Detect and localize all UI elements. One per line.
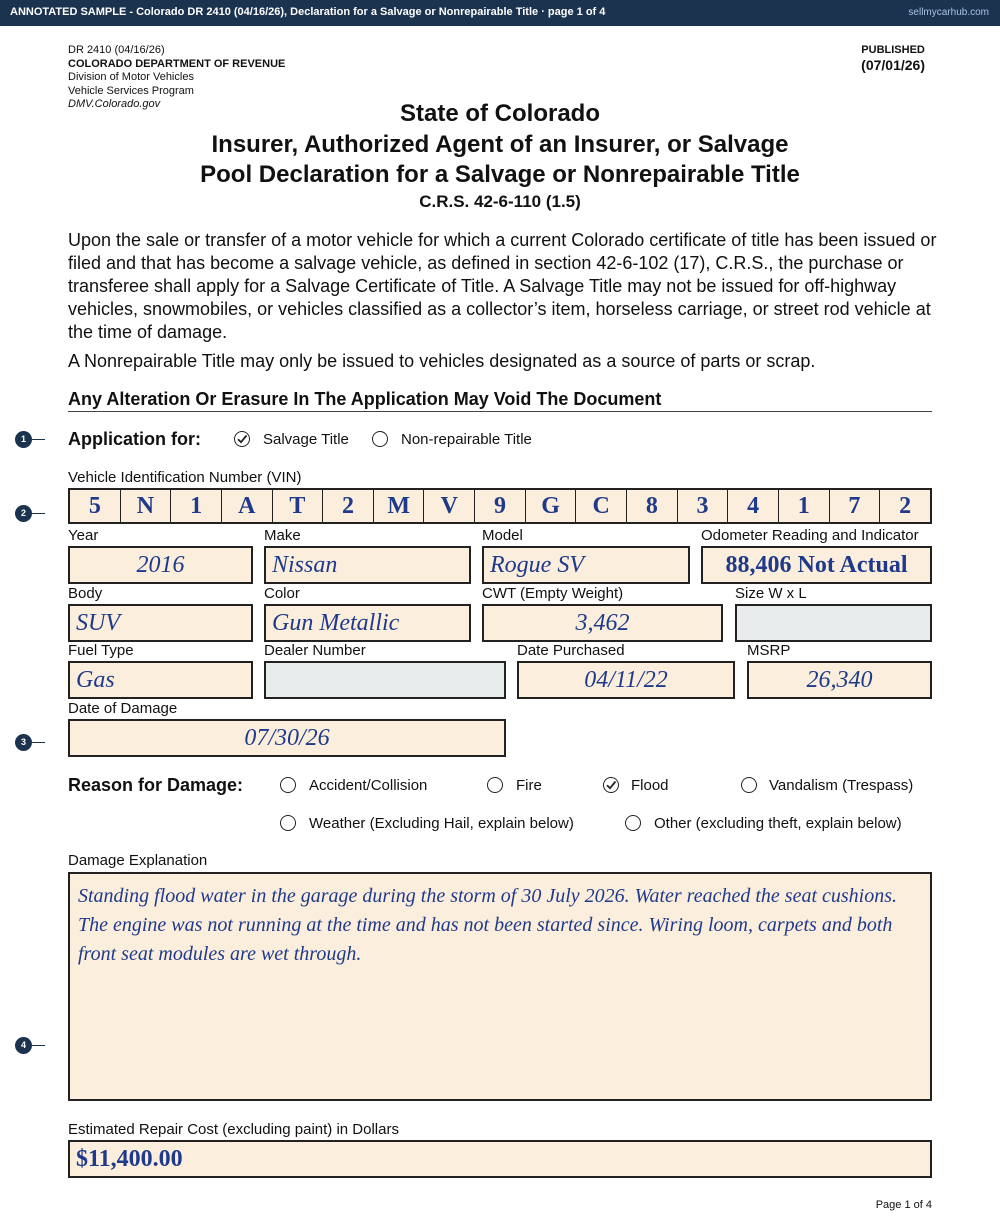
banner-site-link[interactable]: sellmycarhub.com: [908, 7, 989, 18]
marker-leader: [32, 742, 45, 743]
fuel-field[interactable]: Gas: [68, 661, 253, 699]
model-field[interactable]: Rogue SV: [482, 546, 690, 584]
flood-radio[interactable]: [603, 777, 619, 793]
other-label: Other (excluding theft, explain below): [654, 815, 902, 832]
radio-circle-icon: [487, 777, 503, 793]
accident-radio[interactable]: [280, 777, 296, 793]
make-label: Make: [264, 527, 301, 544]
nonrepairable-note: A Nonrepairable Title may only be issued to vehicles designated as a source of parts or scrap.: [68, 351, 816, 371]
form-title-line2: Insurer, Authorized Agent of an Insurer, or Salvage: [211, 131, 789, 158]
marker-leader: [32, 513, 45, 514]
body-field[interactable]: SUV: [68, 604, 253, 642]
color-label: Color: [264, 585, 300, 602]
radio-circle-icon: [280, 815, 296, 831]
salvage-title-label: Salvage Title: [263, 431, 349, 448]
weather-radio[interactable]: [280, 815, 296, 831]
fuel-label: Fuel Type: [68, 642, 134, 659]
marker-leader: [32, 439, 45, 440]
cwt-label: CWT (Empty Weight): [482, 585, 624, 602]
vin-field[interactable]: [68, 488, 932, 524]
annotation-marker-1: 1: [15, 431, 32, 448]
page-number: Page 1 of 4: [875, 1199, 932, 1211]
dealer-number-field[interactable]: [264, 661, 506, 699]
application-for-label: Application for:: [68, 429, 201, 449]
section-divider: [68, 411, 932, 412]
published-date: (07/01/26): [861, 57, 925, 73]
alteration-warning: Any Alteration Or Erasure In The Application May Void The Document: [68, 389, 662, 409]
vin-char: 4: [728, 490, 779, 522]
reason-label: Reason for Damage:: [68, 775, 244, 795]
year-label: Year: [68, 527, 99, 544]
checkmark-icon: [234, 431, 250, 447]
odometer-label: Odometer Reading and Indicator: [701, 527, 919, 544]
fire-label: Fire: [516, 777, 542, 794]
marker-leader: [32, 1045, 45, 1046]
vin-char: C: [576, 490, 627, 522]
accident-label: Accident/Collision: [309, 777, 428, 794]
cwt-field[interactable]: 3,462: [482, 604, 723, 642]
intro-paragraph: Upon the sale or transfer of a motor vehicle for which a current Colorado certificate of title has been issued or filed and that has become a salvage vehicle, as defined in section 42-6-102 (17), C.R.S., the purchase or transferee shall apply for a Salvage Certificate of Title. A Salvage Title may not be issued for off-highway vehicles, snowmobiles, or vehicles classified as a collector’s item, horseless carriage, or street rod vehicle at the time of damage.: [68, 230, 937, 342]
msrp-label: MSRP: [747, 642, 791, 659]
radio-circle-icon: [741, 777, 757, 793]
repair-cost-label: Estimated Repair Cost (excluding paint) in Dollars: [68, 1121, 399, 1138]
form-title-line1: State of Colorado: [399, 100, 600, 127]
vandalism-label: Vandalism (Trespass): [769, 777, 914, 794]
model-label: Model: [482, 527, 523, 544]
division-name: Division of Motor Vehicles: [68, 71, 194, 83]
banner-title: ANNOTATED SAMPLE - Colorado DR 2410 (04/16/26), Declaration for a Salvage or Nonrepairable Title · page 1 of 4: [10, 6, 606, 18]
program-name: Vehicle Services Program: [68, 84, 194, 97]
dealer-label: Dealer Number: [264, 642, 366, 659]
annotation-banner: [0, 0, 1000, 26]
year-field[interactable]: 2016: [68, 546, 253, 584]
radio-circle-icon: [625, 815, 641, 831]
published-block: [861, 44, 925, 72]
vandalism-radio[interactable]: [741, 777, 757, 793]
vin-char: N: [121, 490, 172, 522]
fire-radio[interactable]: [487, 777, 503, 793]
vin-label: Vehicle Identification Number (VIN): [68, 469, 302, 486]
vin-char: 3: [678, 490, 729, 522]
size-label: Size W x L: [735, 585, 807, 602]
vin-char: 9: [475, 490, 526, 522]
vin-char: 7: [830, 490, 881, 522]
vin-char: 2: [899, 493, 912, 519]
annotation-marker-4: 4: [15, 1037, 32, 1054]
vin-char: 8: [627, 490, 678, 522]
make-field[interactable]: Nissan: [264, 546, 471, 584]
statute-reference: C.R.S. 42-6-110 (1.5): [419, 192, 581, 211]
annotation-marker-3: 3: [15, 734, 32, 751]
vin-char: M: [374, 490, 425, 522]
radio-circle-icon: [280, 777, 296, 793]
damage-explanation-label: Damage Explanation: [68, 852, 208, 869]
date-purchased-label: Date Purchased: [517, 642, 625, 659]
other-radio[interactable]: [625, 815, 641, 831]
body-label: Body: [68, 585, 103, 602]
form-id: DR 2410 (04/16/26): [68, 44, 165, 56]
vin-char: V: [424, 490, 475, 522]
vin-char: 1: [779, 490, 830, 522]
salvage-title-radio[interactable]: [234, 431, 250, 447]
department-name: COLORADO DEPARTMENT OF REVENUE: [68, 57, 286, 70]
date-damage-field[interactable]: 07/30/26: [68, 719, 506, 757]
flood-label: Flood: [631, 777, 669, 794]
nonrepairable-title-radio[interactable]: [372, 431, 388, 447]
damage-explanation-field[interactable]: Standing flood water in the garage during the storm of 30 July 2026. Water reached the seat cushions. The engine was not running at the time and has not been started since. Wiring loom, carpets and both front seat modules are wet through.: [68, 872, 932, 1101]
date-purchased-field[interactable]: 04/11/22: [517, 661, 735, 699]
vin-char: T: [273, 490, 324, 522]
checkmark-icon: [603, 777, 619, 793]
repair-cost-field[interactable]: $11,400.00: [68, 1140, 932, 1178]
annotation-marker-2: 2: [15, 505, 32, 522]
vin-char: 5: [70, 490, 121, 522]
color-field[interactable]: Gun Metallic: [264, 604, 471, 642]
radio-circle-icon: [372, 431, 388, 447]
date-damage-label: Date of Damage: [68, 700, 178, 717]
vin-char: A: [222, 490, 273, 522]
msrp-field[interactable]: 26,340: [747, 661, 932, 699]
vin-char: 1: [171, 490, 222, 522]
vin-char: G: [526, 490, 577, 522]
dmv-website: DMV.Colorado.gov: [68, 98, 161, 110]
weather-label: Weather (Excluding Hail, explain below): [309, 815, 574, 832]
nonrepairable-title-label: Non-repairable Title: [401, 431, 532, 448]
vin-char: 2: [323, 490, 374, 522]
form-title-line3: Pool Declaration for a Salvage or Nonrepairable Title: [200, 161, 800, 188]
odometer-field[interactable]: 88,406 Not Actual: [701, 546, 932, 584]
size-field[interactable]: [735, 604, 932, 642]
published-label: PUBLISHED: [861, 44, 925, 56]
